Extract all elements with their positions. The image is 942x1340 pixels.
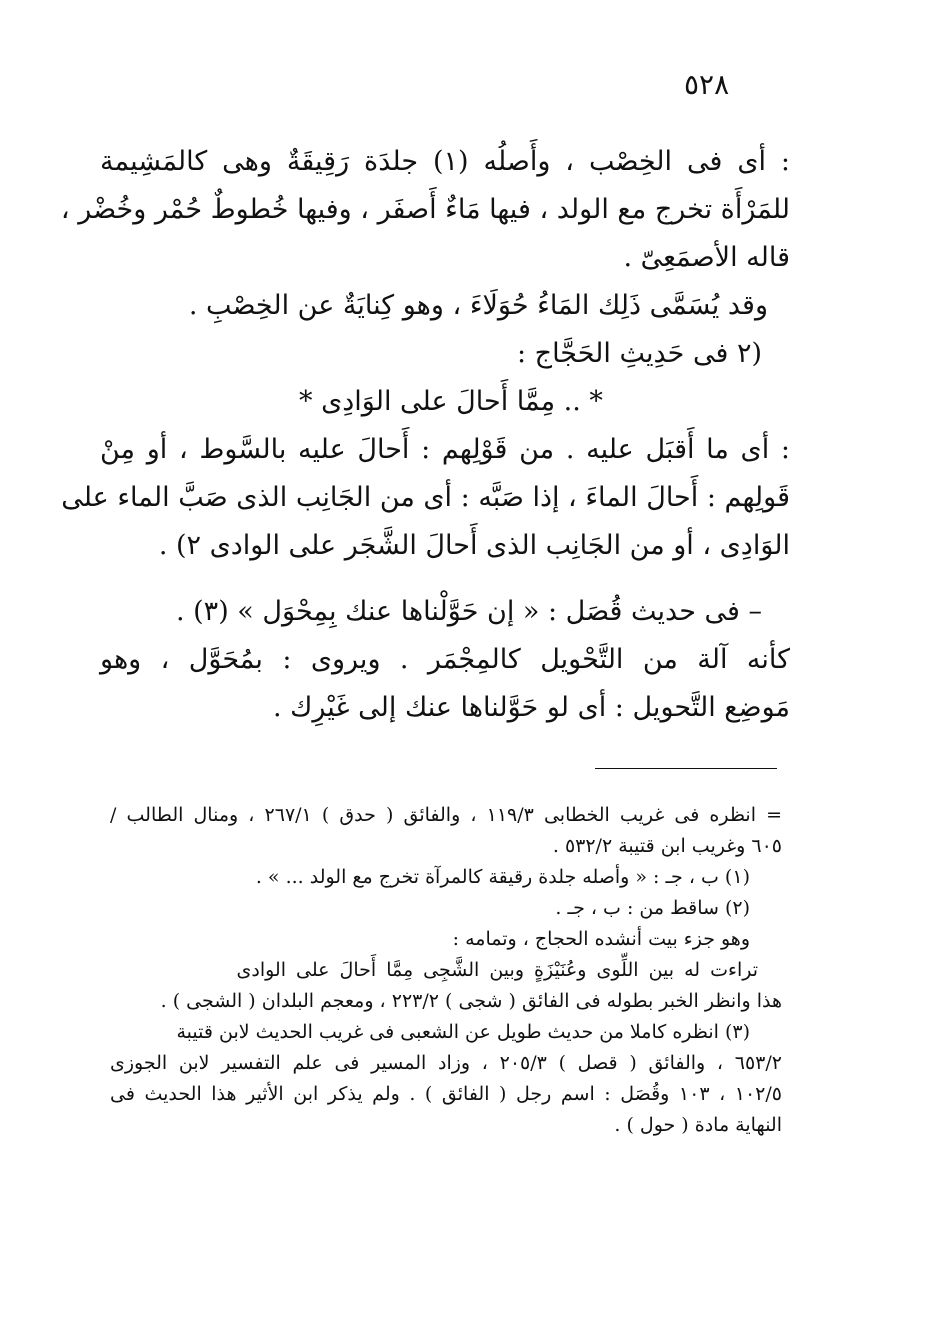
- footnote-line: ٦٥٣/٢ ، والفائق ( قصل ) ٢٠٥/٣ ، وزاد المسير فى علم التفسير لابن الجوزى: [110, 1052, 782, 1074]
- footnote-verse-line: تراءت له بين اللِّوى وعُنَيْزَةٍ وبين الشَّجِى مِمَّا أَحالَ على الوادى: [236, 959, 758, 981]
- body-line: – فى حديث قُصَل : « إن حَوَّلْناها عنك بِمِحْوَل » (٣) .: [175, 596, 762, 627]
- footnote-line: وهو جزء بيت أنشده الحجاج ، وتمامه :: [452, 928, 750, 950]
- body-line: : أى ما أَقبَل عليه . من قَوْلِهم : أَحالَ عليه بالسَّوط ، أو مِنْ: [100, 434, 790, 465]
- body-line: قَولِهم : أَحالَ الماءَ ، إذا صَبَّه : أى من الجَانِب الذى صَبَّ الماء على: [61, 482, 790, 513]
- body-line: للمَرْأَة تخرج مع الولد ، فيها مَاءٌ أَصفَر ، وفيها خُطوطٌ حُمْر وخُضْر ،: [60, 194, 790, 225]
- footnote-line: (١) ب ، جـ : « وأصله جلدة رقيقة كالمرآة تخرج مع الولد ... » .: [255, 866, 750, 888]
- footnote-line: ١٠٢/٥ ، ١٠٣ وقُصَل : اسم رجل ( الفائق ) . ولم يذكر ابن الأثير هذا الحديث فى: [110, 1083, 782, 1105]
- footnote-line: النهاية مادة ( حول ) .: [614, 1114, 782, 1136]
- footnote-line: (٣) انظره كاملا من حديث طويل عن الشعبى فى غريب الحديث لابن قتيبة: [176, 1021, 750, 1043]
- body-line: (٢ فى حَدِيثِ الحَجَّاج :: [516, 338, 762, 369]
- body-line: : أى فى الخِصْب ، وأَصلُه (١) جلدَة رَقِيقَةٌ وهى كالمَشِيمة: [100, 146, 790, 177]
- footnote-line: هذا وانظر الخبر بطوله فى الفائق ( شجى ) ٢٢٣/٢ ، ومعجم البلدان ( الشجى ) .: [160, 990, 782, 1012]
- footnote-line: = انظره فى غريب الخطابى ١١٩/٣ ، والفائق ( حدق ) ٢٦٧/١ ، ومنال الطالب /: [110, 804, 783, 826]
- body-line: مَوضِع التَّحويل : أى لو حَوَّلناها عنك إلى غَيْرِك .: [272, 692, 790, 723]
- footnote-line: (٢) ساقط من : ب ، جـ .: [555, 897, 750, 919]
- body-line: قاله الأصمَعِىّ .: [623, 242, 790, 273]
- footnote-separator: [595, 768, 777, 769]
- body-line: الوَادِى ، أو من الجَانِب الذى أَحالَ الشَّجَر على الوادى ٢) .: [158, 530, 790, 561]
- footnote-line: ٦٠٥ وغريب ابن قتيبة ٥٣٢/٢ .: [552, 835, 782, 857]
- verse-line: * .. مِمَّا أَحالَ على الوَادِى *: [299, 386, 603, 417]
- footnotes: [110, 800, 782, 1141]
- body-line: كأنه آلة من التَّحْويل كالمِجْمَر . ويروى : بمُحَوَّل ، وهو: [100, 644, 790, 675]
- main-text: [60, 138, 790, 732]
- page-number: ٥٢٨: [684, 68, 730, 101]
- body-line: وقد يُسَمَّى ذَلِك المَاءُ حُوَلَاءَ ، وهو كِنايَةٌ عن الخِصْبِ .: [188, 290, 768, 321]
